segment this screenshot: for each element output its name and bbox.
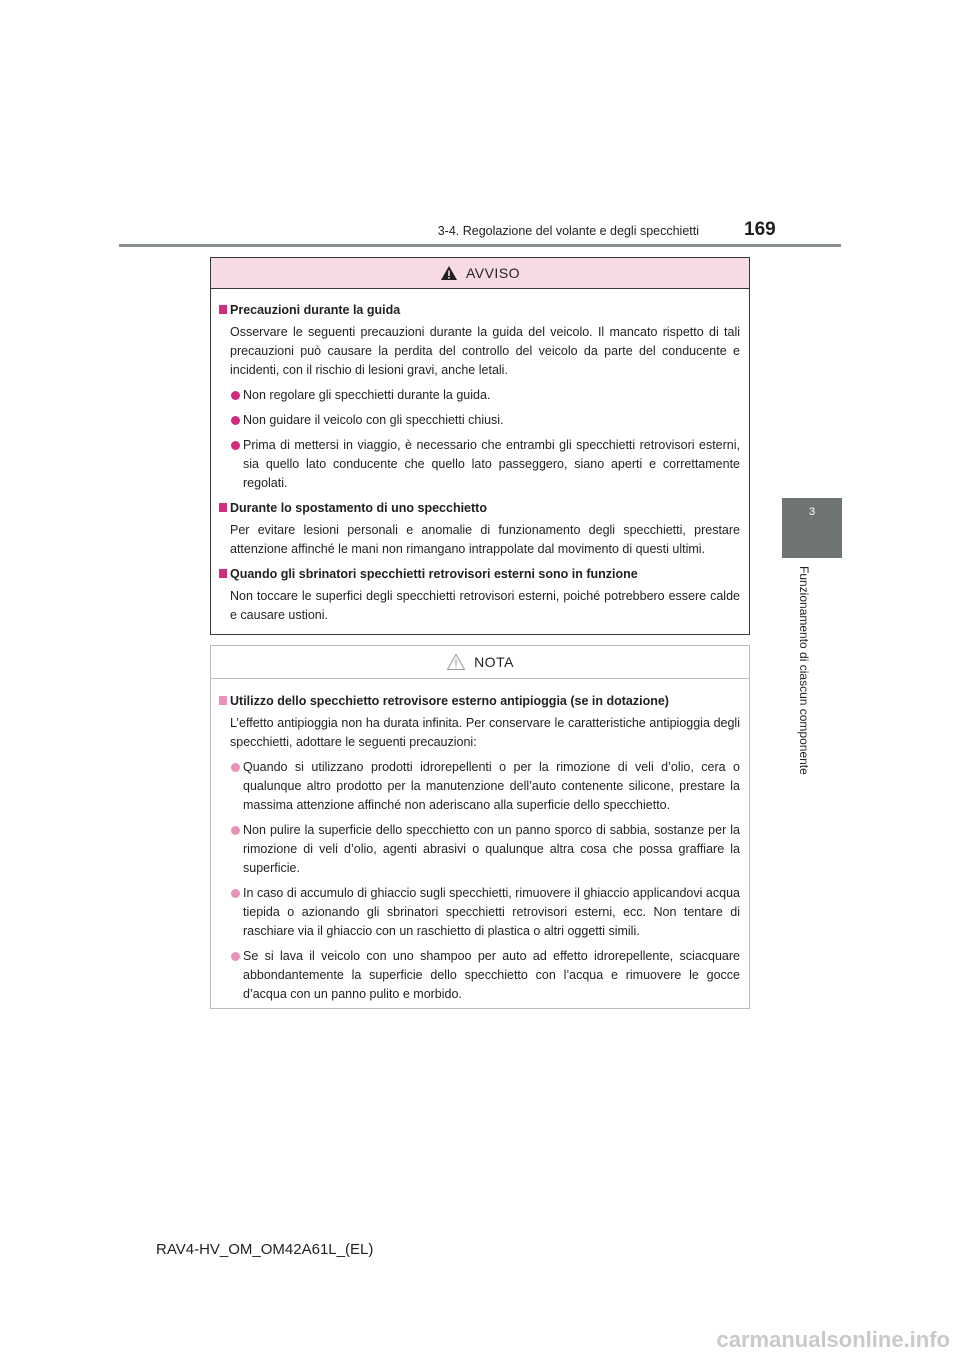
chapter-tab-number: 3 [808,506,816,518]
square-bullet-icon [219,305,227,314]
warning-list-item: Non guidare il veicolo con gli specchietti chiusi. [219,411,740,430]
warning-section-title: Precauzioni durante la guida [219,301,740,320]
warning-section-text: Per evitare lesioni personali e anomalie di funzionamento degli specchietti, prestare attenzione affinché le mani non rimangano intrappolate dal movimento di questi ultimi. [230,523,740,556]
warning-title: AVVISO [465,265,521,281]
square-bullet-icon [219,503,227,512]
warning-list-item: Non regolare gli specchietti durante la guida. [219,386,740,405]
round-bullet-icon [231,441,240,450]
round-bullet-icon [231,391,240,400]
square-bullet-icon [219,569,227,578]
warning-header [211,258,749,289]
note-box [210,645,750,1009]
document-code: RAV4-HV_OM_OM42A61L_(EL) [156,1241,374,1258]
note-list-item: Se si lava il veicolo con uno shampoo per auto ad effetto idrorepellente, sciacquare abbondantemente la superficie dello specchietto con l’acqua e rimuovere le gocce d’acqua con un panno pulito e morbido. [219,947,740,1004]
warning-list-item: Prima di mettersi in viaggio, è necessario che entrambi gli specchietti retrovisori esterni, sia quello lato conducente che quello lato passeggero, siano aperti e correttamente regolati. [219,436,740,493]
chapter-side-title: Funzionamento di ciascun componente [797,566,811,775]
warning-section-title: Durante lo spostamento di uno specchietto [219,499,740,518]
round-bullet-icon [231,889,240,898]
note-list-item: Quando si utilizzano prodotti idrorepellenti o per la rimozione di veli d’olio, cera o qualunque altro prodotto per la manutenzione dell’auto contenente silicone, prestare la massima attenzione affinché non aderiscano alla superficie dello specchietto. [219,758,740,815]
header-divider [119,244,841,247]
warning-triangle-icon [440,265,458,281]
header-section-title: 3-4. Regolazione del volante e degli specchietti [437,224,699,238]
note-title: NOTA [474,654,514,670]
note-section-title: Utilizzo dello specchietto retrovisore esterno antipioggia (se in dotazione) [219,692,740,711]
square-bullet-icon [219,696,227,705]
note-list-item: In caso di accumulo di ghiaccio sugli specchietti, rimuovere il ghiaccio applicandovi acqua tiepida o azionando gli sbrinatori specchietti retrovisori esterni, ecc. Non tentare di raschiare via il ghiaccio con un raschietto di plastica o altri oggetti simili. [219,884,740,941]
warning-section-text: Osservare le seguenti precauzioni durante la guida del veicolo. Il mancato rispetto di tali precauzioni può causare la perdita del controllo del veicolo da parte del conducente e incidenti, con il rischio di lesioni gravi, anche letali. [230,325,740,377]
round-bullet-icon [231,763,240,772]
round-bullet-icon [231,826,240,835]
watermark[interactable]: carmanualsonline.info [716,1327,950,1352]
round-bullet-icon [231,416,240,425]
note-section-text: L’effetto antipioggia non ha durata infinita. Per conservare le caratteristiche antipioggia degli specchietti, adottare le seguenti precauzioni: [230,716,740,749]
round-bullet-icon [231,952,240,961]
warning-section-text: Non toccare le superfici degli specchietti retrovisori esterni, poiché potrebbero essere calde e causare ustioni. [230,589,740,622]
warning-section-title: Quando gli sbrinatori specchietti retrovisori esterni sono in funzione [219,565,740,584]
caution-triangle-icon [446,653,466,671]
note-header [211,646,749,679]
note-list-item: Non pulire la superficie dello specchietto con un panno sporco di sabbia, sostanze per la rimozione di veli d’olio, agenti abrasivi o qualunque altra cosa che possa graffiare la superficie. [219,821,740,878]
warning-box [210,257,750,635]
page-number: 169 [744,219,776,240]
